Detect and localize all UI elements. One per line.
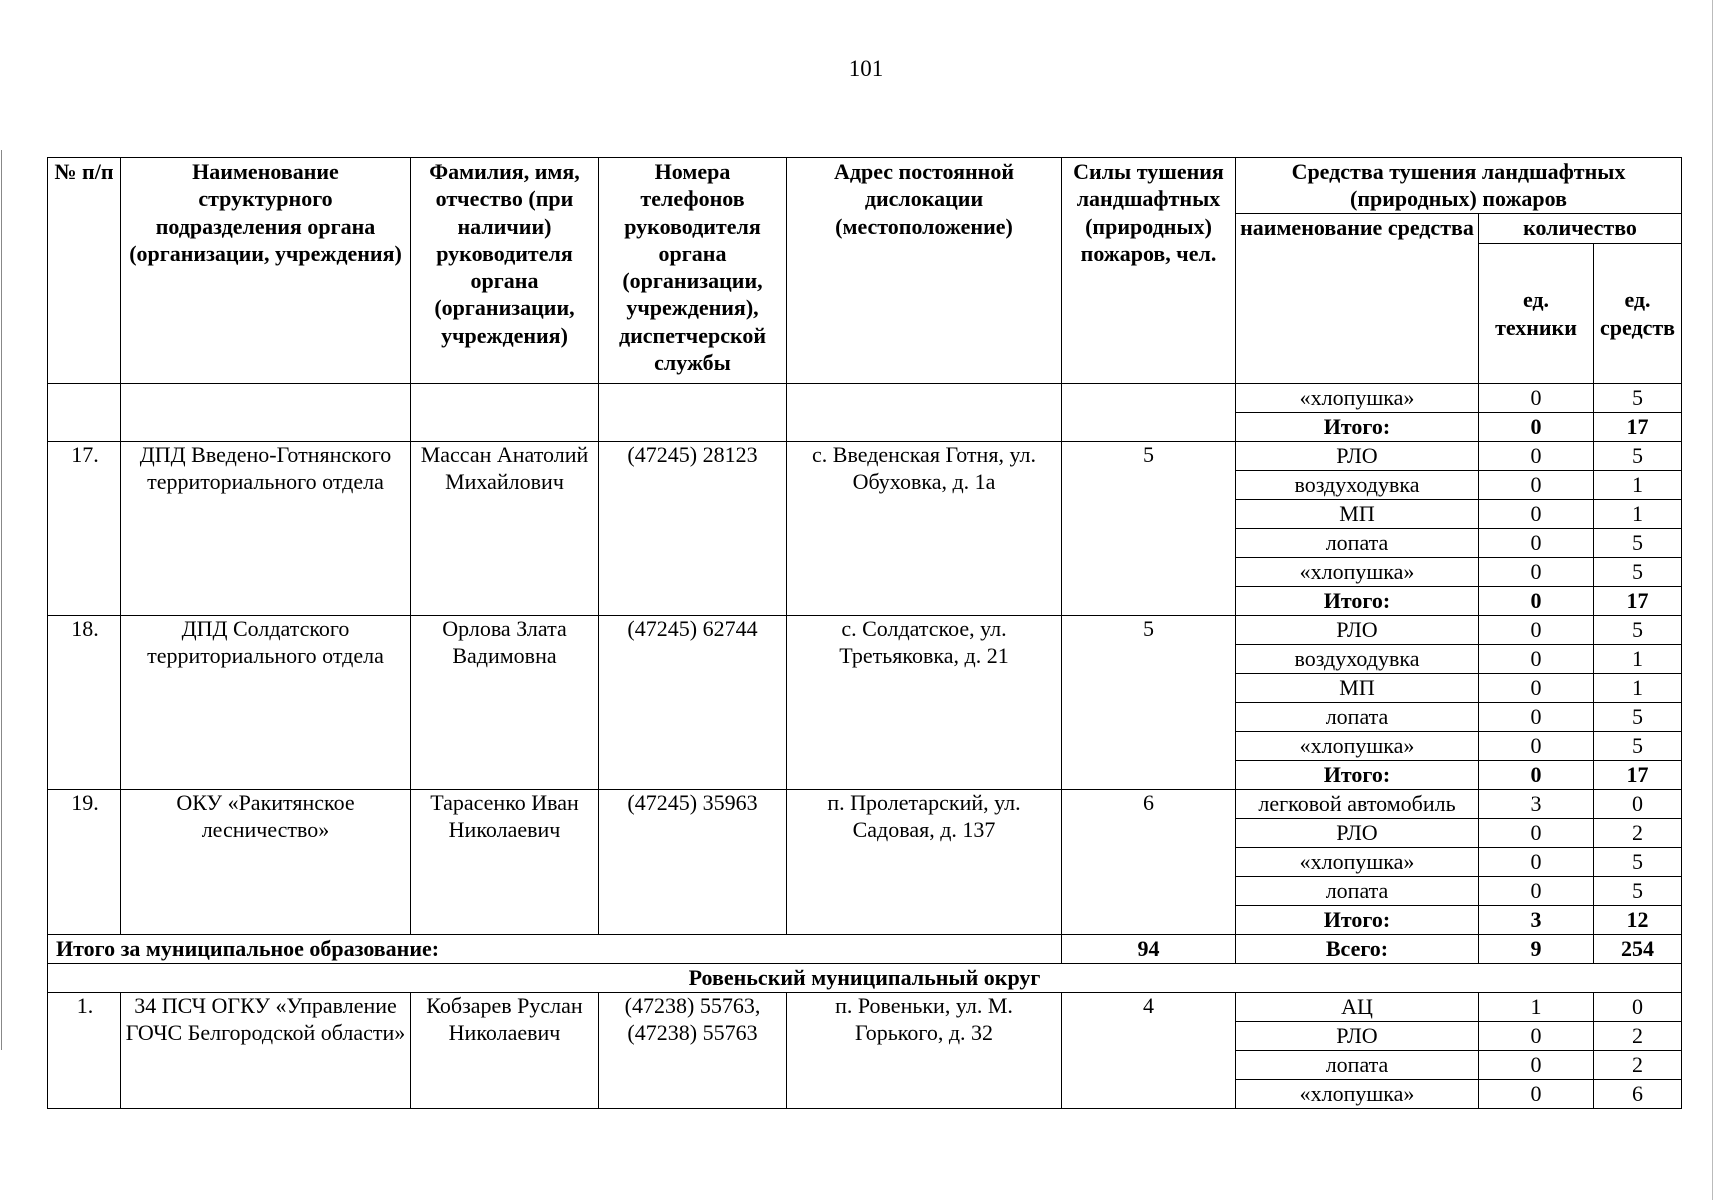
table-body	[48, 384, 1682, 1109]
continuation-address-cell	[787, 384, 1062, 442]
entry-number: 1.	[48, 993, 121, 1109]
means-units: 5	[1594, 848, 1682, 877]
continuation-name-cell	[121, 384, 411, 442]
means-units: 5	[1594, 732, 1682, 761]
municipal-total-label: Итого за муниципальное образование:	[48, 935, 1062, 964]
entry-name: 34 ПСЧ ОГКУ «Управление ГОЧС Белгородской области»	[121, 993, 411, 1109]
means-vehicles: 0	[1479, 761, 1594, 790]
table-row	[48, 442, 1682, 471]
header-forces: Силы тушения ландшафтных (природных) пожаров, чел.	[1062, 158, 1236, 384]
header-no: № п/п	[48, 158, 121, 384]
means-units: 6	[1594, 1080, 1682, 1109]
means-vehicles: 0	[1479, 442, 1594, 471]
district-heading: Ровеньский муниципальный округ	[48, 964, 1682, 993]
means-vehicles: 0	[1479, 384, 1594, 413]
means-name: РЛО	[1236, 1022, 1479, 1051]
fire-forces-table	[47, 157, 1682, 1109]
means-units: 5	[1594, 384, 1682, 413]
continuation-phone-cell	[599, 384, 787, 442]
district-heading-row	[48, 964, 1682, 993]
means-name: легковой автомобиль	[1236, 790, 1479, 819]
means-name: МП	[1236, 674, 1479, 703]
means-vehicles: 0	[1479, 1080, 1594, 1109]
header-units-vehicles	[1479, 244, 1594, 384]
means-vehicles: 0	[1479, 848, 1594, 877]
entry-address: с. Солдатское, ул. Третьяковка, д. 21	[787, 616, 1062, 790]
municipal-total-means-label: Всего:	[1236, 935, 1479, 964]
means-vehicles: 0	[1479, 1051, 1594, 1080]
means-vehicles: 0	[1479, 471, 1594, 500]
header-means-name: наименование средства	[1236, 214, 1479, 384]
entry-forces: 5	[1062, 442, 1236, 616]
scan-right-edge	[1712, 0, 1713, 1200]
means-name: Итого:	[1236, 761, 1479, 790]
means-name: лопата	[1236, 703, 1479, 732]
entry-person: Орлова Злата Вадимовна	[411, 616, 599, 790]
entry-phone: (47245) 28123	[599, 442, 787, 616]
means-name: «хлопушка»	[1236, 384, 1479, 413]
means-units: 2	[1594, 1022, 1682, 1051]
header-units-vehicles-line2: техники	[1495, 314, 1577, 340]
entry-address: п. Ровеньки, ул. М. Горького, д. 32	[787, 993, 1062, 1109]
means-units: 1	[1594, 674, 1682, 703]
means-vehicles: 0	[1479, 1022, 1594, 1051]
entry-number: 17.	[48, 442, 121, 616]
header-units-means	[1594, 244, 1682, 384]
means-vehicles: 0	[1479, 703, 1594, 732]
header-units-vehicles-line1: ед.	[1522, 287, 1550, 313]
entry-phone: (47245) 35963	[599, 790, 787, 935]
table-row	[48, 790, 1682, 819]
means-name: РЛО	[1236, 616, 1479, 645]
means-vehicles: 1	[1479, 993, 1594, 1022]
entry-phone: (47238) 55763, (47238) 55763	[599, 993, 787, 1109]
entry-person: Кобзарев Руслан Николаевич	[411, 993, 599, 1109]
header-units-means-line2: средств	[1599, 314, 1676, 340]
means-units: 2	[1594, 1051, 1682, 1080]
header-name: Наименование структурного подразделения органа (организации, учреждения)	[121, 158, 411, 384]
entry-number: 18.	[48, 616, 121, 790]
entry-address: с. Введенская Готня, ул. Обуховка, д. 1а	[787, 442, 1062, 616]
means-vehicles: 0	[1479, 413, 1594, 442]
entry-address: п. Пролетарский, ул. Садовая, д. 137	[787, 790, 1062, 935]
means-units: 0	[1594, 790, 1682, 819]
means-vehicles: 0	[1479, 645, 1594, 674]
table-row	[48, 616, 1682, 645]
means-name: РЛО	[1236, 442, 1479, 471]
entry-name: ДПД Введено-Готнянского территориального отдела	[121, 442, 411, 616]
means-vehicles: 3	[1479, 790, 1594, 819]
means-vehicles: 0	[1479, 529, 1594, 558]
means-vehicles: 3	[1479, 906, 1594, 935]
means-units: 5	[1594, 442, 1682, 471]
means-vehicles: 0	[1479, 500, 1594, 529]
means-name: «хлопушка»	[1236, 732, 1479, 761]
means-units: 5	[1594, 877, 1682, 906]
means-vehicles: 0	[1479, 877, 1594, 906]
means-name: АЦ	[1236, 993, 1479, 1022]
means-name: РЛО	[1236, 819, 1479, 848]
means-units: 0	[1594, 993, 1682, 1022]
means-vehicles: 0	[1479, 587, 1594, 616]
entry-forces: 4	[1062, 993, 1236, 1109]
means-name: воздуходувка	[1236, 471, 1479, 500]
means-name: «хлопушка»	[1236, 558, 1479, 587]
page-number: 101	[848, 56, 884, 81]
means-units: 17	[1594, 413, 1682, 442]
header-means: Средства тушения ландшафтных (природных) пожаров	[1236, 158, 1682, 214]
means-units: 5	[1594, 703, 1682, 732]
means-name: лопата	[1236, 877, 1479, 906]
entry-name: ДПД Солдатского территориального отдела	[121, 616, 411, 790]
means-name: лопата	[1236, 1051, 1479, 1080]
means-units: 1	[1594, 645, 1682, 674]
header-units-means-line1: ед.	[1624, 287, 1651, 313]
table-row	[48, 384, 1682, 413]
means-units: 1	[1594, 500, 1682, 529]
entry-person: Тарасенко Иван Николаевич	[411, 790, 599, 935]
entry-forces: 6	[1062, 790, 1236, 935]
means-vehicles: 0	[1479, 732, 1594, 761]
municipal-total-forces: 94	[1062, 935, 1236, 964]
means-vehicles: 0	[1479, 616, 1594, 645]
means-units: 17	[1594, 587, 1682, 616]
means-units: 1	[1594, 471, 1682, 500]
means-units: 12	[1594, 906, 1682, 935]
entry-number: 19.	[48, 790, 121, 935]
means-units: 2	[1594, 819, 1682, 848]
entry-phone: (47245) 62744	[599, 616, 787, 790]
continuation-no-cell	[48, 384, 121, 442]
means-vehicles: 0	[1479, 674, 1594, 703]
header-address: Адрес постоянной дислокации (местоположение)	[787, 158, 1062, 384]
means-name: Итого:	[1236, 413, 1479, 442]
entry-forces: 5	[1062, 616, 1236, 790]
continuation-person-cell	[411, 384, 599, 442]
means-vehicles: 0	[1479, 558, 1594, 587]
means-units: 5	[1594, 529, 1682, 558]
municipal-total-vehicles: 9	[1479, 935, 1594, 964]
municipal-total-units: 254	[1594, 935, 1682, 964]
means-units: 17	[1594, 761, 1682, 790]
means-name: Итого:	[1236, 906, 1479, 935]
scan-left-edge	[1, 150, 2, 1050]
means-name: МП	[1236, 500, 1479, 529]
means-units: 5	[1594, 616, 1682, 645]
means-units: 5	[1594, 558, 1682, 587]
means-name: «хлопушка»	[1236, 848, 1479, 877]
header-quantity: количество	[1479, 214, 1682, 244]
means-name: воздуходувка	[1236, 645, 1479, 674]
means-name: Итого:	[1236, 587, 1479, 616]
header-person: Фамилия, имя, отчество (при наличии) руководителя органа (организации, учреждения)	[411, 158, 599, 384]
means-name: лопата	[1236, 529, 1479, 558]
header-phone: Номера телефонов руководителя органа (организации, учреждения), диспетчерской службы	[599, 158, 787, 384]
table-row	[48, 993, 1682, 1022]
municipal-total-row	[48, 935, 1682, 964]
entry-name: ОКУ «Ракитянское лесничество»	[121, 790, 411, 935]
continuation-forces-cell	[1062, 384, 1236, 442]
means-name: «хлопушка»	[1236, 1080, 1479, 1109]
means-vehicles: 0	[1479, 819, 1594, 848]
entry-person: Массан Анатолий Михайлович	[411, 442, 599, 616]
